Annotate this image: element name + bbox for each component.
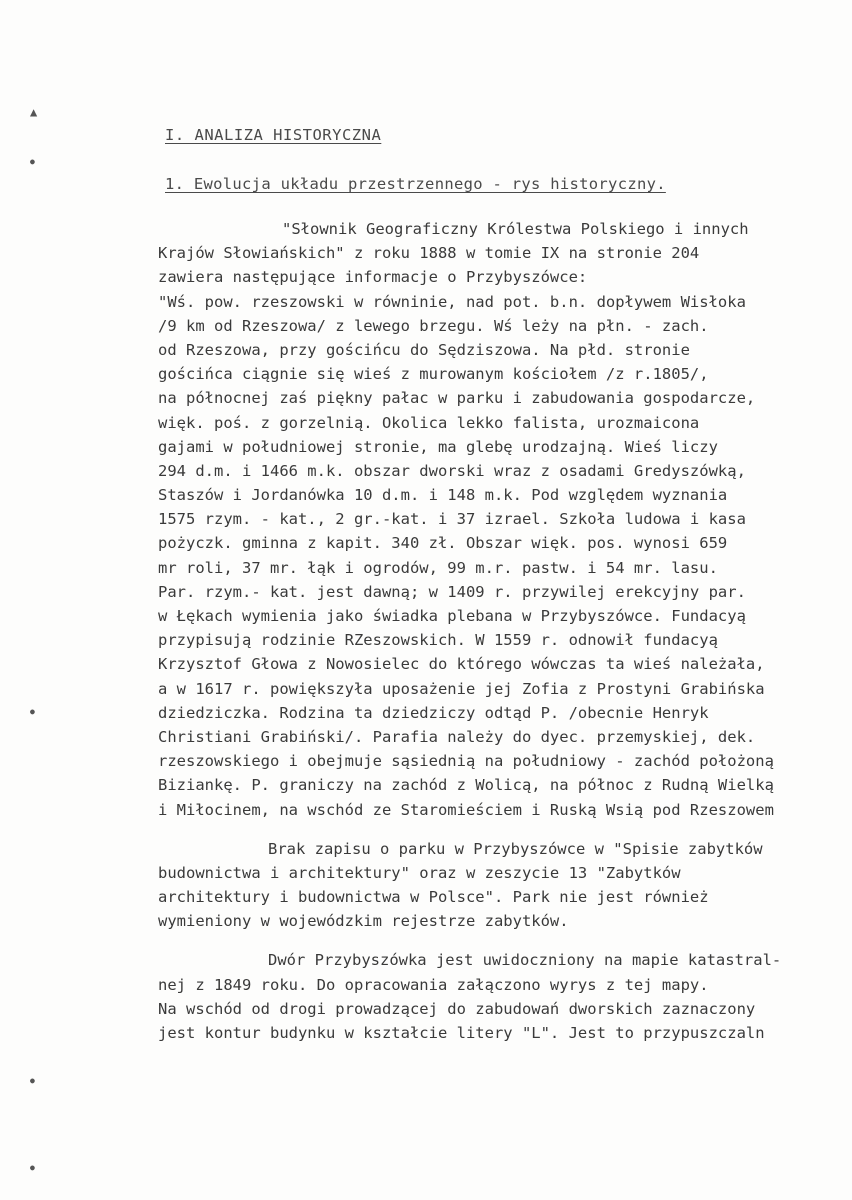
text-line: przypisują rodzinie RZeszowskich. W 1559 r. odnowił fundacyą: [158, 631, 718, 650]
paragraph-zabytki: [158, 837, 848, 934]
text-line: Christiani Grabiński/. Parafia należy do dyec. przemyskiej, dek.: [158, 727, 756, 746]
text-line: gościńca ciągnie się wieś z murowanym kościołem /z r.1805/,: [158, 365, 709, 384]
text-line: "Wś. pow. rzeszowski w równinie, nad pot. b.n. dopływem Wisłoka: [158, 292, 746, 311]
text-line: Krajów Słowiańskich" z roku 1888 w tomie IX na stronie 204: [158, 244, 700, 263]
text-line: Na wschód od drogi prowadzącej do zabudowań dworskich zaznaczony: [158, 999, 756, 1018]
text-line: dziedziczka. Rodzina ta dziedziczy odtąd P. /obecnie Henryk: [158, 703, 709, 722]
text-line: "Słownik Geograficzny Królestwa Polskiego i innych: [282, 220, 749, 238]
text-line: Staszów i Jordanówka 10 d.m. i 148 m.k. Pod względem wyznania: [158, 486, 728, 505]
text-line: budownictwa i architektury" oraz w zeszycie 13 "Zabytków: [158, 863, 681, 882]
text-line: rzeszowskiego i obejmuje sąsiednią na południowy - zachód położoną: [158, 752, 774, 771]
text-line: pożyczk. gminna z kapit. 340 zł. Obszar więk. pos. wynosi 659: [158, 534, 728, 553]
text-line: Dwór Przybyszówka jest uwidoczniony na mapie katastral-: [268, 951, 782, 970]
text-line: architektury i budownictwa w Polsce". Park nie jest również: [158, 888, 709, 907]
text-line: a w 1617 r. powiększyła uposażenie jej Zofia z Prostyni Grabińska: [158, 679, 765, 698]
text-line: na północnej zaś piękny pałac w parku i zabudowania gospodarcze,: [158, 389, 756, 408]
text-line: jest kontur budynku w kształcie litery "L". Jest to przypuszczaln: [158, 1024, 765, 1042]
margin-arrow-mark: ▲: [30, 105, 38, 119]
text-line: /9 km od Rzeszowa/ z lewego brzegu. Wś leży na płn. - zach.: [158, 316, 709, 335]
margin-dot-mark: ●: [30, 707, 35, 716]
document-body: [158, 217, 848, 1045]
margin-dot-mark: ●: [30, 1163, 35, 1172]
section-heading: I. ANALIZA HISTORYCZNA: [165, 126, 382, 144]
paragraph-slownik: [158, 217, 848, 822]
text-line: mr roli, 37 mr. łąk i ogrodów, 99 m.r. pastw. i 54 mr. lasu.: [158, 558, 718, 577]
text-line: i Miłocinem, na wschód ze Staromieściem i Ruską Wsią pod Rzeszowem: [158, 800, 774, 819]
text-line: zawiera następujące informacje o Przybyszówce:: [158, 268, 588, 287]
text-line: gajami w południowej stronie, ma glebę urodzajną. Wieś liczy: [158, 437, 718, 456]
margin-dot-mark: ●: [30, 1076, 35, 1085]
text-line: wymieniony w wojewódzkim rejestrze zabytków.: [158, 912, 569, 931]
text-line: nej z 1849 roku. Do opracowania załączono wyrys z tej mapy.: [158, 975, 709, 994]
section-subheading: 1. Ewolucja układu przestrzennego - rys historyczny.: [165, 175, 666, 193]
text-line: 1575 rzym. - kat., 2 gr.-kat. i 37 izrael. Szkoła ludowa i kasa: [158, 510, 746, 529]
text-line: Par. rzym.- kat. jest dawną; w 1409 r. przywilej erekcyjny par.: [158, 582, 746, 601]
paragraph-dwor: [158, 948, 848, 1045]
margin-dot-mark: ●: [30, 157, 35, 166]
text-line: Biziankę. P. graniczy na zachód z Wolicą, na północ z Rudną Wielką: [158, 776, 774, 795]
text-line: 294 d.m. i 1466 m.k. obszar dworski wraz z osadami Gredyszówką,: [158, 461, 746, 480]
text-line: więk. poś. z gorzelnią. Okolica lekko falista, urozmaicona: [158, 413, 700, 432]
text-line: od Rzeszowa, przy gościńcu do Sędziszowa. Na płd. stronie: [158, 340, 690, 359]
text-line: Krzysztof Głowa z Nowosielec do którego wówczas ta wieś należała,: [158, 655, 765, 674]
text-line: w Łękach wymienia jako świadka plebana w Przybyszówce. Fundacyą: [158, 607, 746, 625]
text-line: Brak zapisu o parku w Przybyszówce w "Spisie zabytków: [268, 839, 763, 858]
